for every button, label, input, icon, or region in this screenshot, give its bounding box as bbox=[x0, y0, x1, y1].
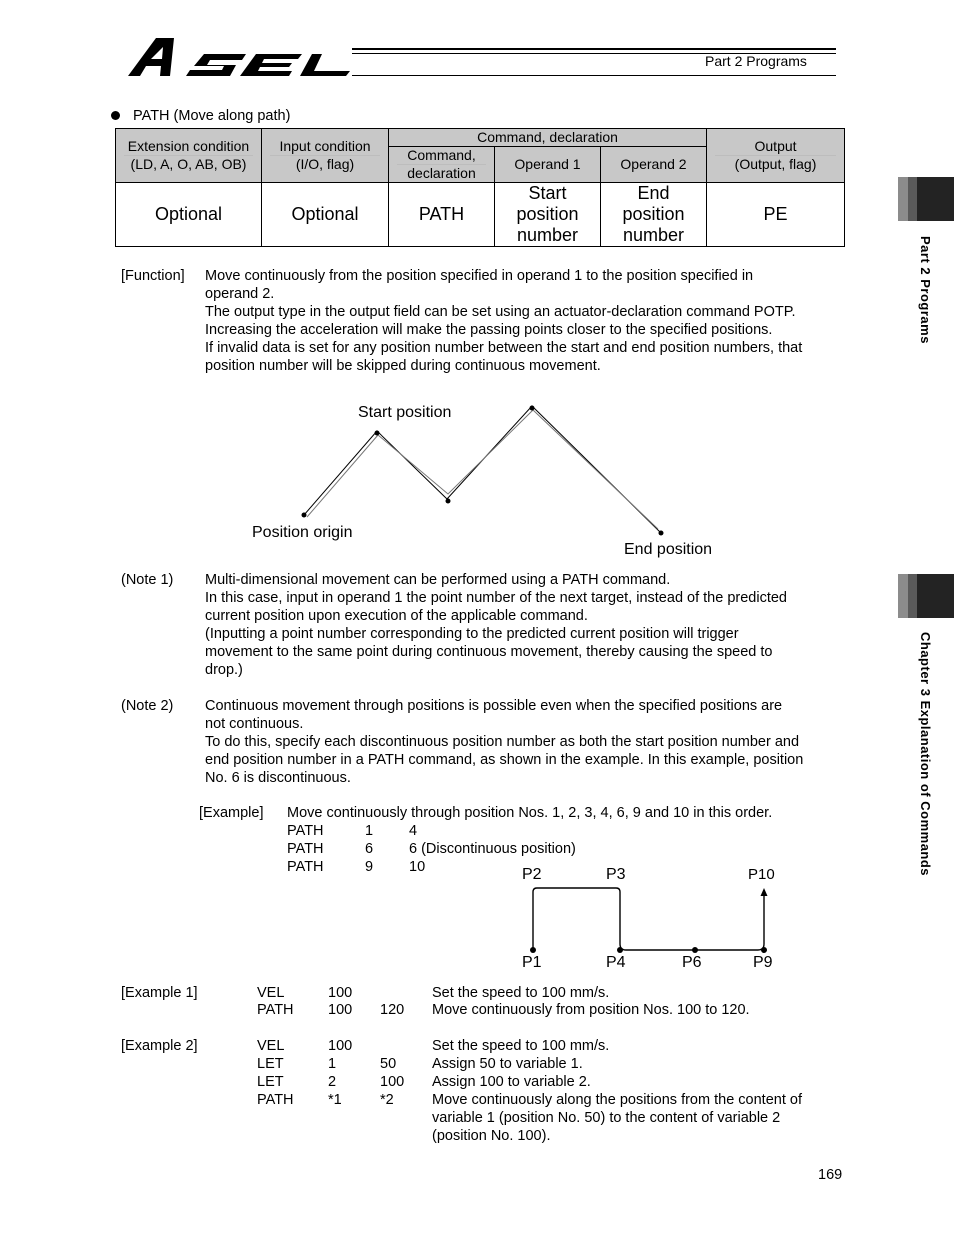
section-title: PATH (Move along path) bbox=[133, 108, 291, 124]
example-op1: 1 bbox=[365, 823, 374, 839]
example2-cmd: PATH bbox=[257, 1092, 294, 1108]
example2-desc: Assign 100 to variable 2. bbox=[432, 1074, 591, 1090]
example2-desc: Set the speed to 100 mm/s. bbox=[432, 1038, 610, 1054]
cell-operand1: Start position number bbox=[495, 183, 601, 247]
label-p4: P4 bbox=[606, 954, 626, 971]
side-label-chapter: Chapter 3 Explanation of Commands bbox=[918, 632, 933, 877]
example-op2: 10 bbox=[409, 859, 426, 875]
example2-label: [Example 2] bbox=[121, 1038, 198, 1054]
example-op1: 9 bbox=[365, 859, 374, 875]
example1-cmd: PATH bbox=[257, 1002, 294, 1018]
header-operand1: Operand 1 bbox=[495, 147, 601, 183]
header-operand2: Operand 2 bbox=[601, 147, 707, 183]
example-op2: 4 bbox=[409, 823, 418, 839]
side-label-part: Part 2 Programs bbox=[918, 236, 933, 344]
example2-op2: 100 bbox=[380, 1074, 405, 1090]
example2-op1: 1 bbox=[328, 1056, 337, 1072]
header-command: Command, declaration bbox=[389, 147, 495, 183]
label-p6: P6 bbox=[682, 954, 702, 971]
side-tab-part bbox=[898, 177, 954, 221]
label-end-position: End position bbox=[624, 541, 713, 558]
note2-label: (Note 2) bbox=[121, 698, 174, 714]
example2-op2: *2 bbox=[380, 1092, 394, 1108]
example2-op2: 50 bbox=[380, 1056, 397, 1072]
note2-text: Continuous movement through positions is possible even when the specified positions are not continuous. To do this, specify each discontinuous position number as both the start position number and end position number in a PATH command, as shown in the example. In this example, position No. 6 is discontinuous. bbox=[205, 698, 804, 786]
example-op1: 6 bbox=[365, 841, 374, 857]
header-rule bbox=[352, 75, 836, 76]
example2-desc: Move continuously along the positions from the content of variable 1 (position No. 50) to the content of variable 2 (position No. 100). bbox=[432, 1092, 802, 1144]
example-text: Move continuously through position Nos. 1, 2, 3, 4, 6, 9 and 10 in this order. bbox=[287, 805, 773, 821]
example2-desc: Assign 50 to variable 1. bbox=[432, 1056, 583, 1072]
discontinuous-path-diagram bbox=[515, 862, 785, 974]
label-p2: P2 bbox=[522, 866, 542, 883]
page-number: 169 bbox=[818, 1167, 843, 1183]
header-rule bbox=[352, 48, 836, 50]
example1-cmd: VEL bbox=[257, 985, 285, 1001]
label-p9: P9 bbox=[753, 954, 773, 971]
note1-label: (Note 1) bbox=[121, 572, 174, 588]
example1-op1: 100 bbox=[328, 1002, 353, 1018]
cell-command: PATH bbox=[389, 183, 495, 247]
function-text: Move continuously from the position specified in operand 1 to the position specified in operand 2. The output type in the output field can be set using an actuator-declaration command POTP. Increasing the acceleration will make the passing points closer to the specified positions. If invalid data is set for any position number between the start and end position numbers, that position number will be skipped during continuous movement. bbox=[205, 268, 803, 374]
header-section: Part 2 Programs bbox=[705, 53, 807, 69]
header-command-declaration: Command, declaration bbox=[389, 129, 707, 147]
example2-op1: 2 bbox=[328, 1074, 337, 1090]
header-extension-condition: Extension condition (LD, A, O, AB, OB) bbox=[116, 129, 262, 183]
cell-operand2: End position number bbox=[601, 183, 707, 247]
example1-desc: Move continuously from position Nos. 100 to 120. bbox=[432, 1002, 750, 1018]
example2-cmd: LET bbox=[257, 1056, 284, 1072]
example-cmd: PATH bbox=[287, 823, 324, 839]
example2-op1: 100 bbox=[328, 1038, 353, 1054]
path-diagram bbox=[290, 395, 690, 545]
asel-logo bbox=[124, 32, 350, 84]
example-cmd: PATH bbox=[287, 859, 324, 875]
label-position-origin: Position origin bbox=[252, 524, 353, 541]
label-p1: P1 bbox=[522, 954, 542, 971]
command-table bbox=[115, 128, 845, 247]
example2-op1: *1 bbox=[328, 1092, 342, 1108]
header-input-condition: Input condition (I/O, flag) bbox=[262, 129, 389, 183]
header-output: Output (Output, flag) bbox=[707, 129, 845, 183]
example1-label: [Example 1] bbox=[121, 985, 198, 1001]
note1-text: Multi-dimensional movement can be performed using a PATH command. In this case, input in operand 1 the point number of the next target, instead of the predicted current position upon execution of the applicable command. (Inputting a point number corresponding to the predicted current position will trigger movement to the same point during continuous movement, thereby causing the speed to drop.) bbox=[205, 572, 787, 678]
example2-cmd: LET bbox=[257, 1074, 284, 1090]
example1-op2: 120 bbox=[380, 1002, 405, 1018]
cell-input: Optional bbox=[262, 183, 389, 247]
example-label: [Example] bbox=[199, 805, 264, 821]
example-op2: 6 (Discontinuous position) bbox=[409, 841, 576, 857]
example1-op1: 100 bbox=[328, 985, 353, 1001]
cell-output: PE bbox=[707, 183, 845, 247]
label-p10: P10 bbox=[748, 866, 775, 883]
example1-desc: Set the speed to 100 mm/s. bbox=[432, 985, 610, 1001]
function-label: [Function] bbox=[121, 268, 185, 284]
label-start-position: Start position bbox=[358, 404, 452, 421]
label-p3: P3 bbox=[606, 866, 626, 883]
side-tab-chapter bbox=[898, 574, 954, 618]
cell-extension: Optional bbox=[116, 183, 262, 247]
bullet-icon bbox=[111, 111, 120, 120]
example2-cmd: VEL bbox=[257, 1038, 285, 1054]
example-cmd: PATH bbox=[287, 841, 324, 857]
